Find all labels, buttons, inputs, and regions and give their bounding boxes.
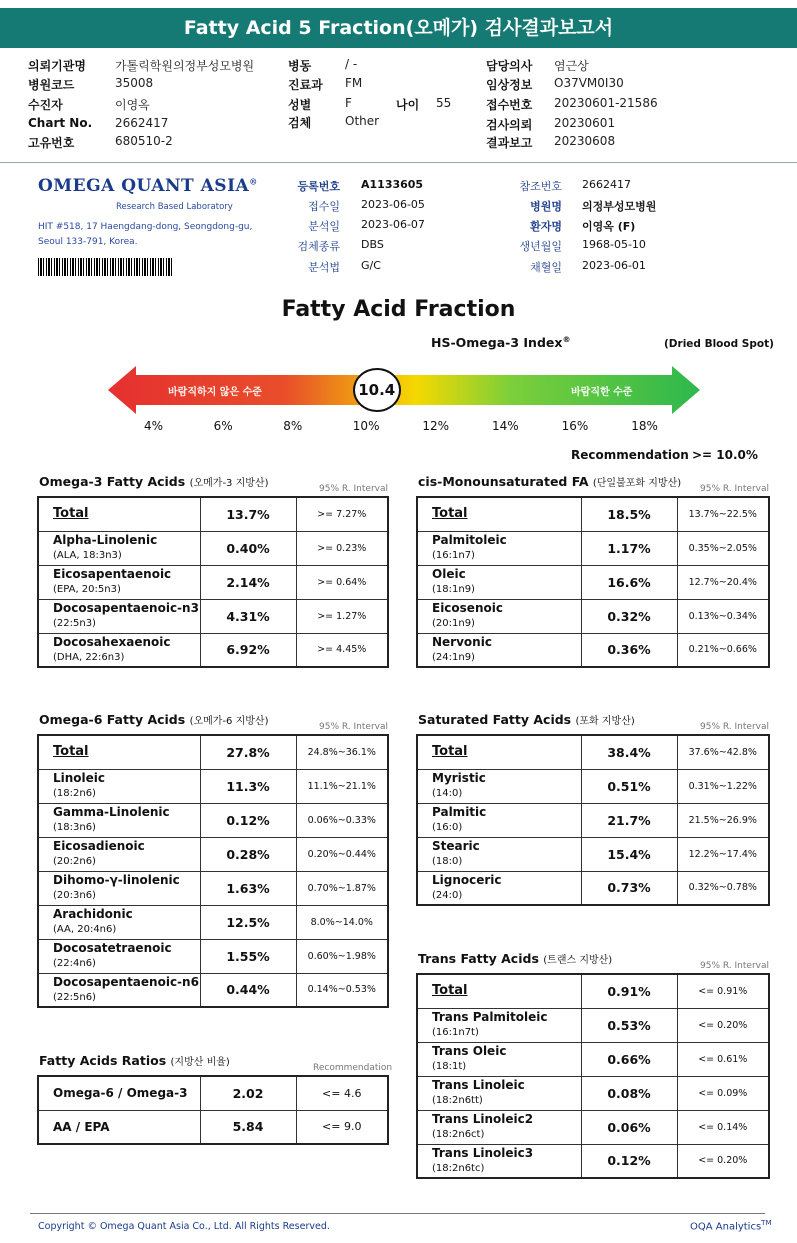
value: 0.32% — [581, 599, 677, 633]
header-label: 접수번호 — [486, 98, 533, 112]
fatty-acid-name — [38, 939, 200, 973]
value: 0.12% — [581, 1144, 677, 1178]
header-value: F — [345, 96, 352, 110]
reference-range: 0.14%~0.53% — [296, 973, 388, 1007]
fatty-acid-name — [38, 803, 200, 837]
header-label: 임상정보 — [486, 78, 533, 92]
header-label: 의뢰기관명 — [28, 59, 86, 73]
abbr: (14:0) — [432, 788, 463, 799]
info-value: DBS — [361, 238, 384, 251]
abbr: (22:5n3) — [53, 618, 96, 629]
header-label: 병동 — [288, 59, 312, 73]
info-label: 검체종류 — [297, 240, 340, 253]
abbr: (18:1n9) — [432, 584, 475, 595]
fatty-acid-name — [417, 974, 581, 1008]
value: 12.5% — [200, 905, 296, 939]
fatty-acid-name — [417, 871, 581, 905]
section-title-ko: (포화 지방산) — [575, 716, 635, 727]
fatty-acid-name — [38, 531, 200, 565]
reference-range: 0.60%~1.98% — [296, 939, 388, 973]
ratios-title — [39, 1053, 230, 1068]
fatty-acid-name — [417, 565, 581, 599]
name: Gamma-Linolenic — [53, 805, 170, 819]
reference-range: 0.35%~2.05% — [677, 531, 769, 565]
table-row — [38, 939, 388, 973]
header-value: 가톨릭학원의정부성모병원 — [115, 59, 255, 73]
abbr: (16:1n7t) — [432, 1027, 479, 1038]
header-value: FM — [345, 76, 363, 90]
name: Trans Linoleic — [432, 1078, 525, 1092]
abbr: (20:2n6) — [53, 856, 96, 867]
value: 2.14% — [200, 565, 296, 599]
reference-range: >= 0.23% — [296, 531, 388, 565]
fatty-acid-name — [38, 837, 200, 871]
value: 1.17% — [581, 531, 677, 565]
reference-range: 21.5%~26.9% — [677, 803, 769, 837]
header-value: Other — [345, 114, 380, 128]
info-label: 생년월일 — [519, 240, 562, 253]
reference-range: 11.1%~21.1% — [296, 769, 388, 803]
section-title-ko: (트랜스 지방산) — [543, 955, 613, 966]
section-title: Omega-3 Fatty Acids — [39, 474, 186, 489]
info-value: 2023-06-05 — [361, 198, 425, 211]
abbr: (16:0) — [432, 822, 463, 833]
header-label: 수진자 — [28, 98, 63, 112]
bad-zone-label: 바람직하지 않은 수준 — [168, 387, 262, 398]
value: 2.02 — [200, 1076, 296, 1110]
value: 15.4% — [581, 837, 677, 871]
abbr: (20:1n9) — [432, 618, 475, 629]
lab-address-2: Seoul 133-791, Korea. — [38, 237, 138, 247]
name: Docosatetraenoic — [53, 941, 172, 955]
table-row — [417, 803, 769, 837]
value: 1.55% — [200, 939, 296, 973]
reference-range: >= 1.27% — [296, 599, 388, 633]
abbr: (EPA, 20:5n3) — [53, 584, 121, 595]
info-value: 2023-06-07 — [361, 218, 425, 231]
value: 16.6% — [581, 565, 677, 599]
omega6-title — [39, 712, 268, 727]
total-row — [417, 497, 769, 531]
recommendation: <= 9.0 — [296, 1110, 388, 1144]
table-row — [417, 871, 769, 905]
section-title: Fatty Acids Ratios — [39, 1053, 167, 1068]
value: 13.7% — [200, 497, 296, 531]
info-label: 분석일 — [308, 220, 340, 233]
saturated-title — [418, 712, 635, 727]
report-title: Fatty Acid 5 Fraction(오메가) 검사결과보고서 — [0, 8, 797, 48]
name: Docosapentaenoic-n6 — [53, 974, 199, 989]
ratios-table — [37, 1075, 389, 1145]
info-value: 이영옥 (F) — [582, 220, 636, 233]
name: Trans Linoleic2 — [432, 1112, 534, 1126]
name: Docosahexaenoic — [53, 634, 171, 649]
footer-divider — [30, 1213, 765, 1214]
lab-logo: OMEGA QUANT ASIA® — [38, 176, 258, 196]
ri-label: 95% R. Interval — [700, 484, 769, 494]
reference-range: 0.21%~0.66% — [677, 633, 769, 667]
header-value: 20230601-21586 — [554, 96, 658, 110]
reference-range: 37.6%~42.8% — [677, 735, 769, 769]
table-row — [38, 599, 388, 633]
section-title: Omega-6 Fatty Acids — [39, 712, 186, 727]
recommendation-label: Recommendation — [571, 448, 689, 462]
fatty-acid-name — [38, 633, 200, 667]
abbr: (18:3n6) — [53, 822, 96, 833]
recommendation: <= 4.6 — [296, 1076, 388, 1110]
reference-range: <= 0.09% — [677, 1076, 769, 1110]
name: Trans Oleic — [432, 1044, 507, 1058]
value: 1.63% — [200, 871, 296, 905]
value: 5.84 — [200, 1110, 296, 1144]
fatty-acid-name — [38, 905, 200, 939]
fatty-acid-name — [38, 973, 200, 1007]
fatty-acid-name — [417, 531, 581, 565]
value: 0.36% — [581, 633, 677, 667]
table-row — [38, 837, 388, 871]
table-row — [38, 1076, 388, 1110]
header-value: O37VM0I30 — [554, 76, 624, 90]
saturated-table — [416, 734, 770, 906]
reference-range: 24.8%~36.1% — [296, 735, 388, 769]
mono-title — [418, 474, 681, 489]
abbr: (18:2n6tt) — [432, 1095, 483, 1106]
reference-range: >= 0.64% — [296, 565, 388, 599]
fatty-acid-name — [38, 769, 200, 803]
index-value-marker: 10.4 — [353, 368, 401, 412]
barcode — [38, 258, 174, 276]
abbr: (18:2n6) — [53, 788, 96, 799]
ri-label: 95% R. Interval — [700, 961, 769, 971]
reference-range: 0.70%~1.87% — [296, 871, 388, 905]
table-row — [38, 973, 388, 1007]
fatty-acid-name — [417, 633, 581, 667]
header-value: 20230601 — [554, 116, 616, 130]
table-row — [38, 803, 388, 837]
section-title-ko: (오메가-6 지방산) — [189, 716, 269, 727]
value: 38.4% — [581, 735, 677, 769]
table-row — [38, 769, 388, 803]
fatty-acid-name — [38, 735, 200, 769]
fatty-acid-name — [417, 803, 581, 837]
reference-range: 0.13%~0.34% — [677, 599, 769, 633]
header-value: 이영옥 — [115, 98, 150, 112]
scale-tick: 8% — [283, 419, 303, 433]
name: Trans Palmitoleic — [432, 1010, 548, 1024]
name: Alpha-Linolenic — [53, 533, 158, 547]
value: 0.28% — [200, 837, 296, 871]
scale-tick: 4% — [144, 419, 164, 433]
header-label: 검체 — [288, 116, 312, 130]
name: Palmitoleic — [432, 533, 507, 547]
recommendation-value: >= 10.0% — [692, 448, 758, 462]
info-value: 1968-05-10 — [582, 238, 646, 251]
abbr: (18:2n6tc) — [432, 1162, 485, 1174]
abbr: (20:3n6) — [53, 890, 96, 901]
value: 0.53% — [581, 1008, 677, 1042]
fatty-acid-name — [417, 837, 581, 871]
header-value: 2662417 — [115, 116, 169, 130]
total-row — [417, 974, 769, 1008]
table-row — [417, 1110, 769, 1144]
ri-label: 95% R. Interval — [700, 722, 769, 732]
sample-type: (Dried Blood Spot) — [664, 338, 774, 350]
fraction-title: Fatty Acid Fraction — [281, 297, 516, 322]
table-row — [38, 531, 388, 565]
fatty-acid-name — [417, 1042, 581, 1076]
trans-title — [418, 951, 612, 966]
scale-tick: 10% — [352, 419, 380, 433]
reference-range: <= 0.91% — [677, 974, 769, 1008]
value: 6.92% — [200, 633, 296, 667]
lab-tagline: Research Based Laboratory — [116, 202, 233, 212]
ri-label: 95% R. Interval — [319, 484, 388, 494]
fatty-acid-name — [417, 769, 581, 803]
fatty-acid-name — [38, 565, 200, 599]
total-row — [38, 735, 388, 769]
abbr: (ALA, 18:3n3) — [53, 550, 122, 561]
trans-table — [416, 973, 770, 1179]
reference-range: 0.31%~1.22% — [677, 769, 769, 803]
mono-table — [416, 496, 770, 668]
divider — [0, 162, 797, 163]
name: Total — [432, 744, 468, 760]
abbr: (22:5n6) — [53, 991, 96, 1003]
header-label: 결과보고 — [486, 136, 533, 150]
reference-range: 0.20%~0.44% — [296, 837, 388, 871]
index-title: HS-Omega-3 Index® — [431, 335, 571, 351]
abbr: (AA, 20:4n6) — [53, 924, 117, 935]
info-value: G/C — [361, 259, 381, 272]
reference-range: 0.06%~0.33% — [296, 803, 388, 837]
copyright: Copyright © Omega Quant Asia Co., Ltd. All Rights Reserved. — [38, 1221, 330, 1232]
ratio-name: AA / EPA — [38, 1110, 200, 1144]
age-label: 나이 — [396, 98, 420, 112]
name: Eicosadienoic — [53, 839, 145, 853]
omega6-table — [37, 734, 389, 1008]
reference-range: 0.32%~0.78% — [677, 871, 769, 905]
omega3-title — [39, 474, 268, 489]
abbr: (24:0) — [432, 889, 463, 901]
name: Dihomo-γ-linolenic — [53, 873, 180, 887]
name: Linoleic — [53, 771, 106, 785]
abbr: (22:4n6) — [53, 958, 96, 969]
reference-range: 13.7%~22.5% — [677, 497, 769, 531]
name: Trans Linoleic3 — [432, 1145, 534, 1160]
ratio-name: Omega-6 / Omega-3 — [38, 1076, 200, 1110]
info-label: 병원명 — [530, 200, 562, 213]
fatty-acid-name — [38, 497, 200, 531]
name: Oleic — [432, 567, 466, 581]
fatty-acid-name — [38, 599, 200, 633]
name: Arachidonic — [53, 907, 133, 921]
value: 0.91% — [581, 974, 677, 1008]
info-value: A1133605 — [361, 178, 424, 191]
table-row — [38, 871, 388, 905]
total-row — [417, 735, 769, 769]
name: Nervonic — [432, 634, 492, 649]
table-row — [417, 599, 769, 633]
header-label: Chart No. — [28, 116, 93, 130]
header-label: 검사의뢰 — [486, 118, 533, 132]
fatty-acid-name — [417, 1110, 581, 1144]
table-row — [417, 769, 769, 803]
table-row — [38, 905, 388, 939]
value: 18.5% — [581, 497, 677, 531]
value: 0.73% — [581, 871, 677, 905]
table-row — [417, 837, 769, 871]
reference-range: 12.7%~20.4% — [677, 565, 769, 599]
info-label: 접수일 — [308, 200, 340, 213]
reference-range: >= 4.45% — [296, 633, 388, 667]
abbr: (16:1n7) — [432, 550, 475, 561]
fatty-acid-name — [417, 1076, 581, 1110]
section-title-ko: (지방산 비율) — [170, 1057, 230, 1068]
header-label: 성별 — [288, 98, 312, 112]
value: 0.06% — [581, 1110, 677, 1144]
scale-tick: 6% — [213, 419, 233, 433]
value: 0.40% — [200, 531, 296, 565]
value: 27.8% — [200, 735, 296, 769]
lab-address-1: HIT #518, 17 Haengdang-dong, Seongdong-gu, — [38, 222, 253, 232]
table-row — [38, 633, 388, 667]
header-value: / - — [345, 57, 358, 71]
footer-brand: OQA Analytics™ — [690, 1219, 772, 1233]
name: Myristic — [432, 771, 486, 785]
abbr: (18:2n6ct) — [432, 1129, 485, 1140]
value: 21.7% — [581, 803, 677, 837]
reference-range: >= 7.27% — [296, 497, 388, 531]
scale-tick: 16% — [561, 419, 589, 433]
value: 4.31% — [200, 599, 296, 633]
value: 0.66% — [581, 1042, 677, 1076]
table-row — [417, 1008, 769, 1042]
value: 11.3% — [200, 769, 296, 803]
info-label: 환자명 — [530, 220, 562, 233]
section-title: cis-Monounsaturated FA — [418, 474, 589, 489]
info-label: 참조번호 — [519, 180, 562, 193]
table-row — [38, 565, 388, 599]
section-title-ko: (단일불포화 지방산) — [592, 478, 682, 489]
header-label: 담당의사 — [486, 59, 533, 73]
header-value: 염근상 — [554, 59, 589, 73]
abbr: (24:1n9) — [432, 651, 475, 663]
name: Total — [432, 983, 468, 999]
value: 0.44% — [200, 973, 296, 1007]
header-label: 병원코드 — [28, 78, 75, 92]
value: 0.08% — [581, 1076, 677, 1110]
table-row — [417, 531, 769, 565]
info-value: 의정부성모병원 — [582, 200, 657, 213]
scale-tick: 18% — [631, 419, 658, 433]
name: Eicosenoic — [432, 601, 503, 615]
name: Lignoceric — [432, 872, 502, 887]
table-row — [417, 633, 769, 667]
info-value: 2023-06-01 — [582, 259, 646, 272]
fatty-acid-name — [417, 1144, 581, 1178]
info-label: 채혈일 — [530, 261, 562, 274]
scale-tick: 14% — [492, 419, 519, 433]
info-label: 분석법 — [308, 261, 340, 274]
header-label: 고유번호 — [28, 136, 75, 150]
table-row — [38, 1110, 388, 1144]
reference-range: <= 0.14% — [677, 1110, 769, 1144]
name: Eicosapentaenoic — [53, 567, 172, 581]
section-title: Trans Fatty Acids — [418, 951, 539, 966]
header-value: 35008 — [115, 76, 154, 90]
table-row — [417, 1076, 769, 1110]
abbr: (DHA, 22:6n3) — [53, 651, 125, 663]
name: Total — [53, 744, 89, 760]
name: Palmitic — [432, 805, 487, 819]
reference-range: <= 0.20% — [677, 1008, 769, 1042]
table-row — [417, 1144, 769, 1178]
fatty-acid-name — [417, 497, 581, 531]
section-title-ko: (오메가-3 지방산) — [189, 478, 269, 489]
name: Docosapentaenoic-n3 — [53, 601, 199, 615]
good-zone-label: 바람직한 수준 — [571, 387, 633, 398]
header-value: 20230608 — [554, 134, 616, 148]
table-row — [417, 565, 769, 599]
abbr: (18:0) — [432, 856, 463, 867]
total-row — [38, 497, 388, 531]
name: Stearic — [432, 839, 480, 853]
abbr: (18:1t) — [432, 1061, 467, 1072]
info-value: 2662417 — [582, 178, 631, 191]
info-label: 등록번호 — [297, 180, 340, 193]
value: 0.12% — [200, 803, 296, 837]
reference-range: 8.0%~14.0% — [296, 905, 388, 939]
reference-range: 12.2%~17.4% — [677, 837, 769, 871]
table-row — [417, 1042, 769, 1076]
fatty-acid-name — [417, 735, 581, 769]
fatty-acid-name — [417, 1008, 581, 1042]
header-value: 680510-2 — [115, 134, 173, 148]
age-value: 55 — [436, 96, 452, 110]
value: 0.51% — [581, 769, 677, 803]
reference-range: <= 0.20% — [677, 1144, 769, 1178]
name: Total — [432, 506, 468, 522]
omega3-table — [37, 496, 389, 668]
name: Total — [53, 506, 89, 522]
ri-label: 95% R. Interval — [319, 722, 388, 732]
reference-range: <= 0.61% — [677, 1042, 769, 1076]
scale-tick: 12% — [422, 419, 450, 433]
section-title: Saturated Fatty Acids — [418, 712, 572, 727]
fatty-acid-name — [417, 599, 581, 633]
rec-label: Recommendation — [313, 1063, 393, 1073]
header-label: 진료과 — [288, 78, 323, 92]
fatty-acid-name — [38, 871, 200, 905]
